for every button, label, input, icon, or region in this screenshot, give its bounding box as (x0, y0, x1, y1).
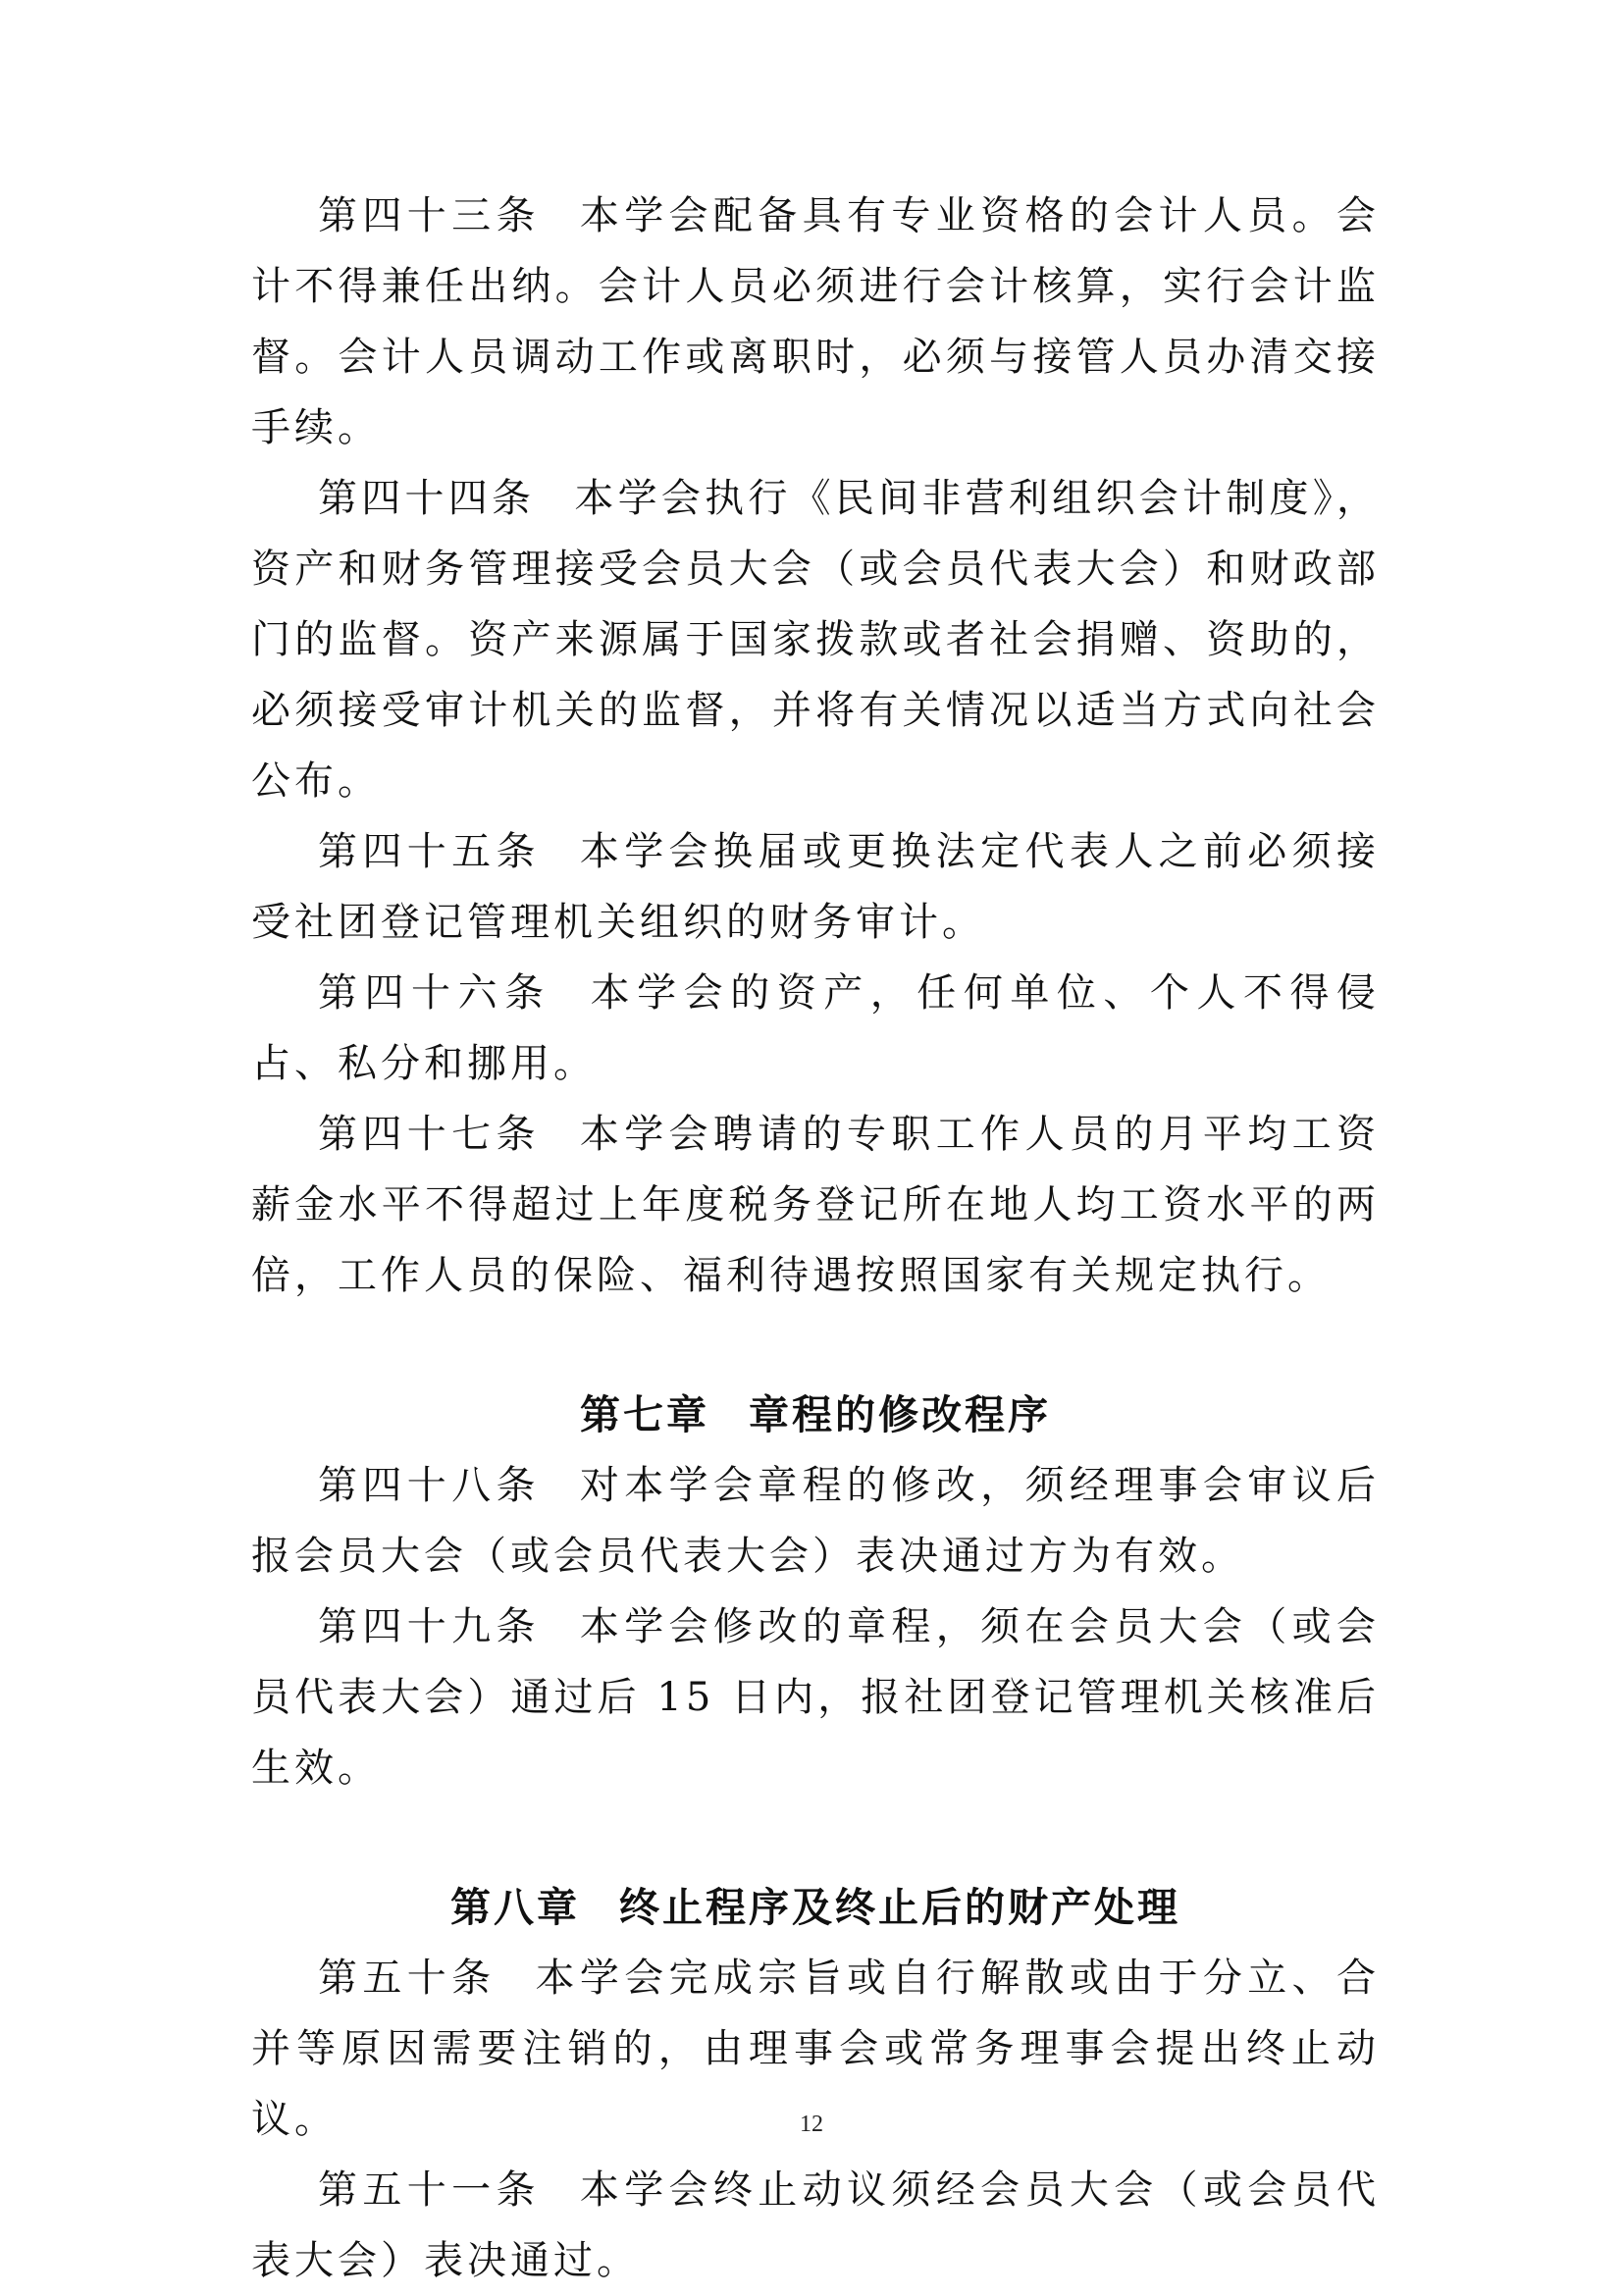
article-text: 本学会换届或更换法定代表人之前必须接受社团登记管理机关组织的财务审计。 (251, 829, 1381, 945)
article-text: 本学会修改的章程，须在会员大会（或会员代表大会）通过后 15 日内，报社团登记管理机关核准后生效。 (251, 1604, 1381, 1791)
article-47 (251, 1099, 1380, 1311)
article-text: 本学会的资产，任何单位、个人不得侵占、私分和挪用。 (251, 970, 1381, 1086)
article-number: 第四十六条 (318, 970, 551, 1016)
chapter-number: 第七章 (580, 1391, 709, 1438)
article-text: 本学会聘请的专职工作人员的月平均工资薪金水平不得超过上年度税务登记所在地人均工资水平的两倍，工作人员的保险、福利待遇按照国家有关规定执行。 (251, 1112, 1381, 1298)
article-number: 第四十五条 (318, 829, 541, 874)
article-44 (251, 463, 1380, 816)
article-43 (251, 181, 1380, 463)
article-number: 第四十八条 (318, 1463, 541, 1508)
article-number: 第四十三条 (318, 193, 541, 238)
article-text: 本学会配备具有专业资格的会计人员。会计不得兼任出纳。会计人员必须进行会计核算，实行会计监督。会计人员调动工作或离职时，必须与接管人员办清交接手续。 (251, 193, 1381, 450)
article-45 (251, 816, 1380, 958)
article-text: 本学会执行《民间非营利组织会计制度》，资产和财务管理接受会员大会（或会员代表大会）和财政部门的监督。资产来源属于国家拨款或者社会捐赠、资助的，必须接受审计机关的监督，并将有关情况以适当方式向社会公布。 (251, 476, 1381, 804)
article-text: 本学会完成宗旨或自行解散或由于分立、合并等原因需要注销的，由理事会或常务理事会提出终止动议。 (251, 1956, 1381, 2142)
article-46 (251, 958, 1380, 1099)
chapter-7-heading (251, 1380, 1380, 1450)
article-51 (251, 2155, 1380, 2296)
article-48 (251, 1450, 1380, 1592)
article-text: 对本学会章程的修改，须经理事会审议后报会员大会（或会员代表大会）表决通过方为有效。 (251, 1463, 1381, 1579)
article-number: 第四十四条 (318, 476, 536, 521)
chapter-title: 终止程序及终止后的财产处理 (619, 1884, 1180, 1931)
article-49 (251, 1592, 1380, 1803)
chapter-title: 章程的修改程序 (749, 1391, 1051, 1438)
article-number: 第五十条 (318, 1956, 497, 2001)
document-body (251, 181, 1380, 2296)
page-number: 12 (800, 2112, 823, 2137)
article-text: 本学会终止动议须经会员大会（或会员代表大会）表决通过。 (251, 2167, 1381, 2283)
chapter-8-heading (251, 1872, 1380, 1943)
article-number: 第四十七条 (318, 1112, 541, 1157)
article-number: 第五十一条 (318, 2167, 541, 2213)
spacer (251, 1803, 1380, 1872)
spacer (251, 1311, 1380, 1380)
article-number: 第四十九条 (318, 1604, 541, 1649)
chapter-number: 第八章 (450, 1884, 580, 1931)
